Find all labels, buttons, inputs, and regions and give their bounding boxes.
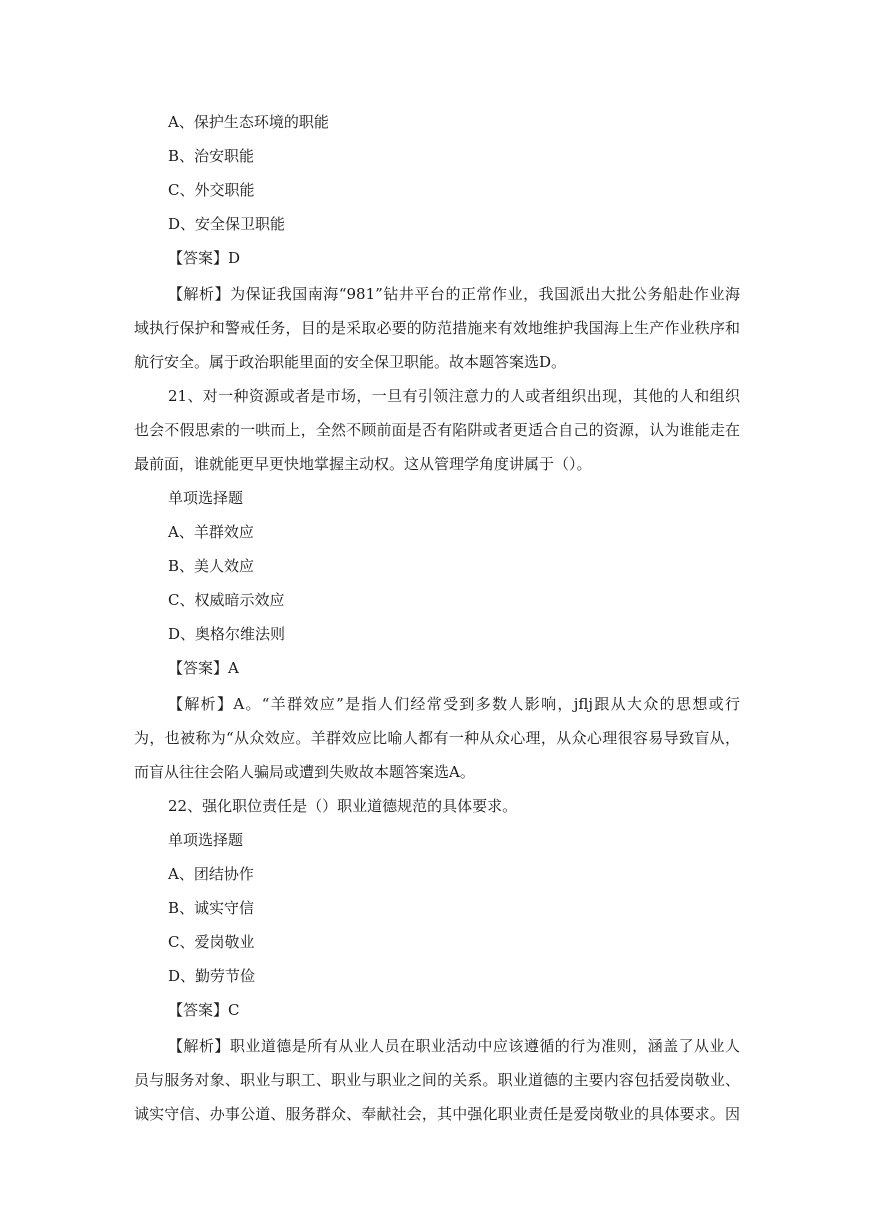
q22-option-a: A、团结协作	[168, 865, 254, 883]
q20-option-d: D、安全保卫职能	[168, 215, 286, 233]
q20-answer: 【答案】D	[168, 249, 241, 267]
q21-option-d: D、奥格尔维法则	[168, 625, 286, 643]
q22-analysis-line-2: 员与服务对象、职业与职工、职业与职业之间的关系。职业道德的主要内容包括爱岗敬业、	[134, 1071, 740, 1089]
q21-option-c: C、权威暗示效应	[168, 591, 285, 609]
q22-stem: 22、强化职位责任是（）职业道德规范的具体要求。	[168, 797, 518, 815]
q20-analysis-line-3: 航行安全。属于政治职能里面的安全保卫职能。故本题答案选D。	[134, 353, 567, 371]
q22-answer: 【答案】C	[168, 1001, 240, 1019]
q22-analysis-line-1: 【解析】职业道德是所有从业人员在职业活动中应该遵循的行为准则，涵盖了从业人	[168, 1037, 740, 1055]
q21-stem-line-3: 最前面，谁就能更早更快地掌握主动权。这从管理学角度讲属于（）。	[134, 455, 592, 473]
q21-question-type: 单项选择题	[168, 489, 244, 507]
q21-analysis-line-1: 【解析】A。“羊群效应”是指人们经常受到多数人影响，jflj跟从大众的思想或行	[168, 695, 740, 713]
q20-analysis-line-1: 【解析】为保证我国南海“981”钻井平台的正常作业，我国派出大批公务船赴作业海	[168, 285, 740, 303]
q20-option-b: B、治安职能	[168, 147, 255, 165]
q22-analysis-line-3: 诚实守信、办事公道、服务群众、奉献社会，其中强化职业责任是爱岗敬业的具体要求。因	[134, 1105, 740, 1123]
q21-stem-line-1: 21、对一种资源或者是市场，一旦有引领注意力的人或者组织出现，其他的人和组织	[168, 387, 740, 405]
q22-option-c: C、爱岗敬业	[168, 933, 255, 951]
q21-option-b: B、美人效应	[168, 557, 255, 575]
q20-option-a: A、保护生态环境的职能	[168, 113, 329, 131]
q21-analysis-line-2: 为，也被称为“从众效应。羊群效应比喻人都有一种从众心理，从众心理很容易导致盲从，	[134, 729, 740, 747]
q20-analysis-line-2: 域执行保护和警戒任务，目的是采取必要的防范措施来有效地维护我国海上生产作业秩序和	[134, 319, 740, 337]
q21-stem-line-2: 也会不假思索的一哄而上，全然不顾前面是否有陷阱或者更适合自己的资源，认为谁能走在	[134, 421, 740, 439]
q21-option-a: A、羊群效应	[168, 523, 254, 541]
q21-answer: 【答案】A	[168, 659, 239, 677]
q22-option-d: D、勤劳节俭	[168, 967, 256, 985]
q22-option-b: B、诚实守信	[168, 899, 255, 917]
q22-question-type: 单项选择题	[168, 831, 244, 849]
q20-option-c: C、外交职能	[168, 181, 255, 199]
q21-analysis-line-3: 而盲从往往会陷人骗局或遭到失败故本题答案选A。	[134, 763, 475, 781]
